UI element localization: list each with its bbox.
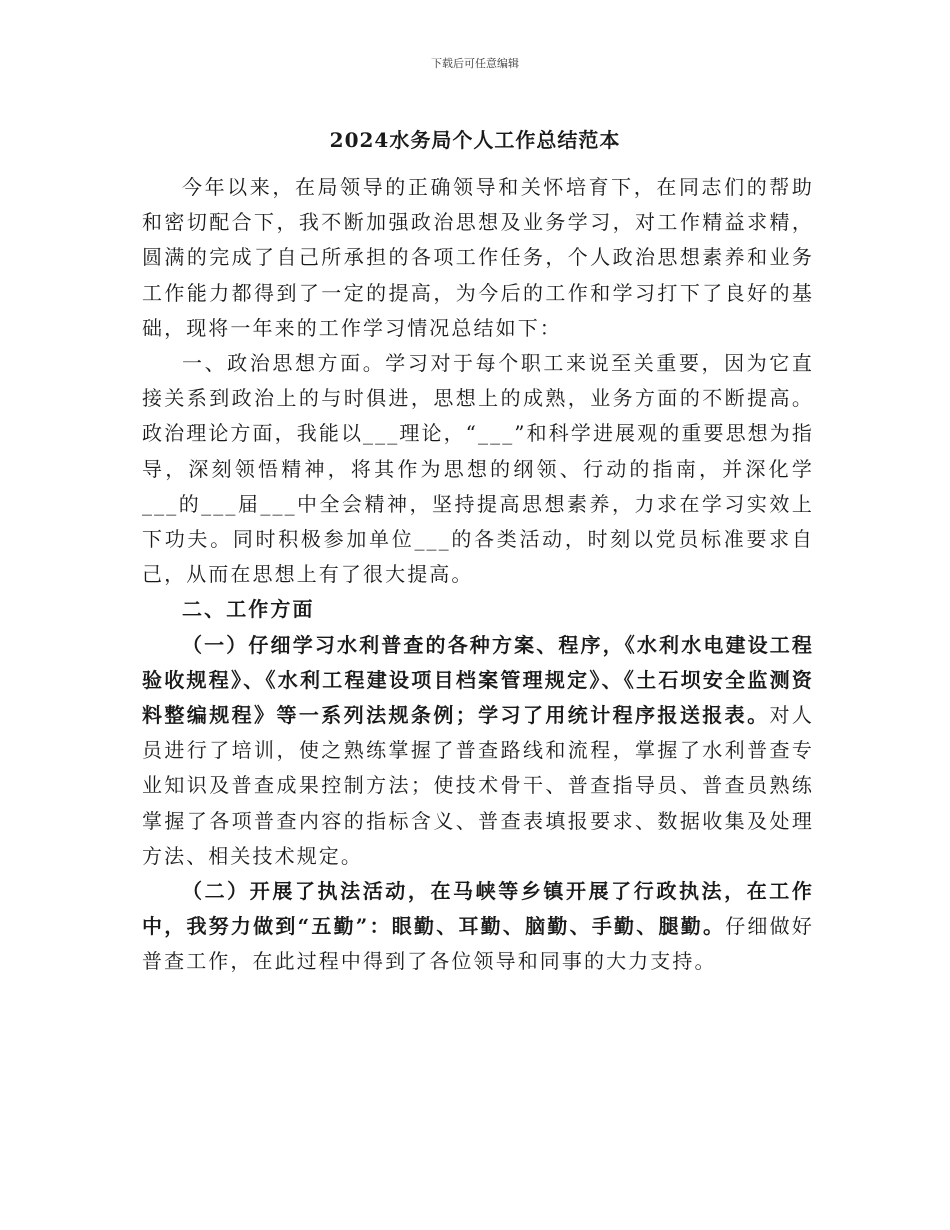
paragraph-intro: 今年以来，在局领导的正确领导和关怀培育下，在同志们的帮助和密切配合下，我不断加强政治思想及业务学习，对工作精益求精，圆满的完成了自己所承担的各项工作任务，个人政治思想素养和业务工作能力都得到了一定的提高，为今后的工作和学习打下了良好的基础，现将一年来的工作学习情况总结如下： xyxy=(142,175,814,340)
paragraph-work-2-rest: 仔细做好普查工作，在此过程中得到了各位领导和同事的大力支持。 xyxy=(142,914,814,974)
paragraph-work-2-lead: （二）开展了执法活动，在马峡等乡镇开展了行政执法，在工作中，我努力做到“五勤”：眼勤、耳勤、脑勤、手勤、腿勤。 xyxy=(142,879,814,939)
paragraph-work-1-rest: 对人员进行了培训，使之熟练掌握了普查路线和流程，掌握了水利普查专业知识及普查成果控制方法；使技术骨干、普查指导员、普查员熟练掌握了各项普查内容的指标含义、普查表填报要求、数据收集及处理方法、相关技术规定。 xyxy=(142,703,814,868)
document-title: 2024水务局个人工作总结范本 xyxy=(329,128,621,152)
page-header-note: 下载后可任意编辑 xyxy=(431,57,519,70)
paragraph-work-1 xyxy=(142,628,814,874)
document-body xyxy=(142,170,814,980)
section-heading-work: 二、工作方面 xyxy=(182,597,315,622)
paragraph-work-1-lead: （一）仔细学习水利普查的各种方案、程序，《水利水电建设工程验收规程》、《水利工程建设项目档案管理规定》、《土石坝安全监测资料整编规程》等一系列法规条例；学习了用统计程序报送报表。 xyxy=(142,632,814,728)
paragraph-political: 一、政治思想方面。学习对于每个职工来说至关重要，因为它直接关系到政治上的与时俱进，思想上的成熟，业务方面的不断提高。政治理论方面，我能以___理论，“___”和科学进展观的重要思想为指导，深刻领悟精神，将其作为思想的纲领、行动的指南，并深化学___的___届___中全会精神，坚持提高思想素养，力求在学习实效上下功夫。同时积极参加单位___的各类活动，时刻以党员标准要求自己，从而在思想上有了很大提高。 xyxy=(142,351,814,587)
paragraph-work-2 xyxy=(142,874,814,980)
